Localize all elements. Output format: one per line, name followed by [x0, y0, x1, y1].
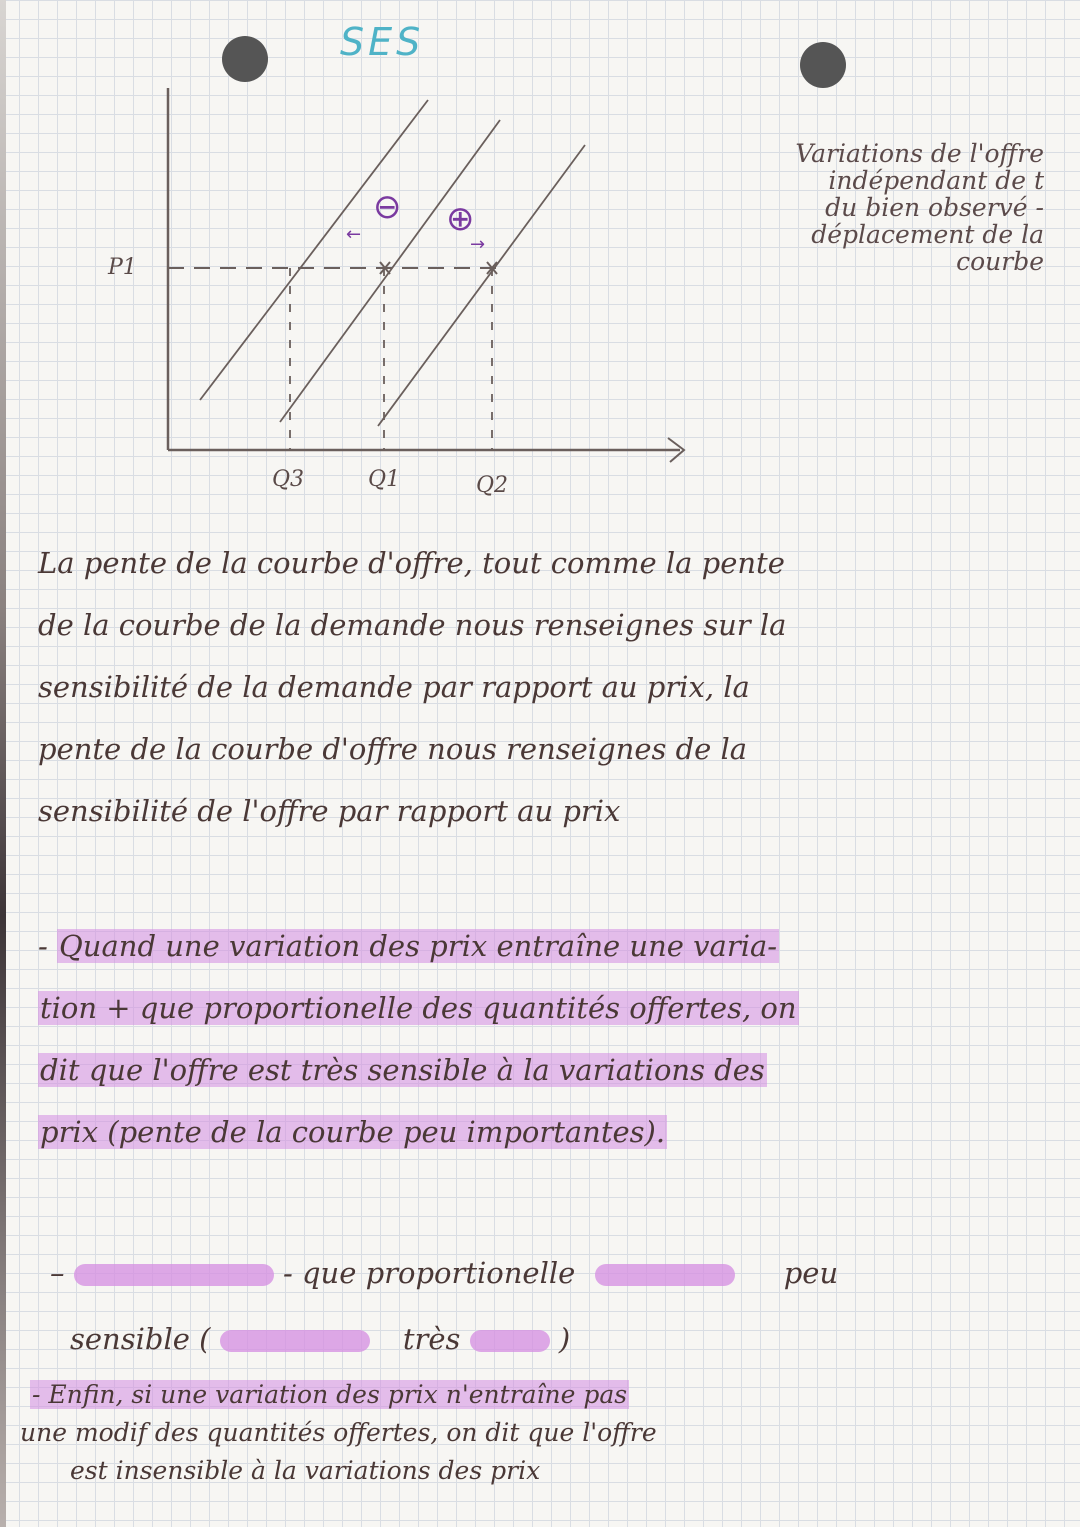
final-paragraph [20, 1376, 1070, 1490]
side-note-line: du bien observé - [825, 193, 1044, 222]
quantity-label-q3: Q3 [272, 467, 305, 492]
side-note-line: courbe [956, 247, 1044, 276]
page-title: SES [340, 20, 425, 64]
supply-curve-left [200, 100, 428, 400]
fill-in-text: très [402, 1322, 461, 1356]
highlighted-line: prix (pente de la courbe peu importantes). [40, 1115, 666, 1149]
fill-in-text: peu [783, 1256, 839, 1290]
highlighted-line: dit que l'offre est très sensible à la variations des [40, 1053, 765, 1087]
side-note-line: Variations de l'offre [795, 139, 1044, 168]
fill-in-text: ) [558, 1322, 571, 1356]
paragraph-line: sensibilité de l'offre par rapport au prix [38, 794, 621, 828]
final-line: est insensible à la variations des prix [70, 1456, 541, 1485]
plus-sign-icon: ⊕ [446, 199, 475, 239]
side-note-line: déplacement de la [811, 220, 1044, 249]
arrow-right-icon: → [470, 234, 486, 255]
arrow-left-icon: ← [346, 224, 362, 245]
paragraph-line: La pente de la courbe d'offre, tout comme la pente [38, 546, 785, 580]
final-line-text: - Enfin, si une variation des prix n'entraîne pas [32, 1380, 628, 1409]
highlighted-line: tion + que proportionelle des quantités offertes, on [40, 991, 797, 1025]
paragraph-line: sensibilité de la demande par rapport au prix, la [38, 670, 750, 704]
highlight-blank [220, 1330, 370, 1352]
fill-in-text: sensible ( [70, 1322, 211, 1356]
side-note-line: indépendant de t [828, 166, 1044, 195]
list-dash: - [38, 929, 48, 963]
highlight-blank [74, 1264, 274, 1286]
minus-sign-icon: ⊖ [373, 187, 402, 227]
fill-in-text: - que proportionelle [282, 1256, 576, 1290]
quantity-label-q1: Q1 [368, 467, 401, 492]
price-label: P1 [108, 255, 137, 280]
highlighted-line: Quand une variation des prix entraîne une varia- [59, 929, 778, 963]
supply-curve-right [378, 145, 585, 426]
paragraph-line: pente de la courbe d'offre nous renseignes de la [38, 732, 748, 766]
highlight-blank [595, 1264, 735, 1286]
highlight-blank [470, 1330, 550, 1352]
final-line: une modif des quantités offertes, on dit que l'offre [20, 1418, 657, 1447]
fill-in-block: – - que proportionelle peu sensible ( très ) [50, 1256, 839, 1356]
main-paragraph [38, 532, 1058, 842]
final-line [20, 1376, 1070, 1414]
highlighted-definition [38, 915, 1068, 1163]
quantity-label-q2: Q2 [476, 473, 509, 498]
side-note [604, 140, 1044, 275]
supply-curve-middle [280, 120, 500, 422]
paragraph-line: de la courbe de la demande nous renseignes sur la [38, 608, 787, 642]
